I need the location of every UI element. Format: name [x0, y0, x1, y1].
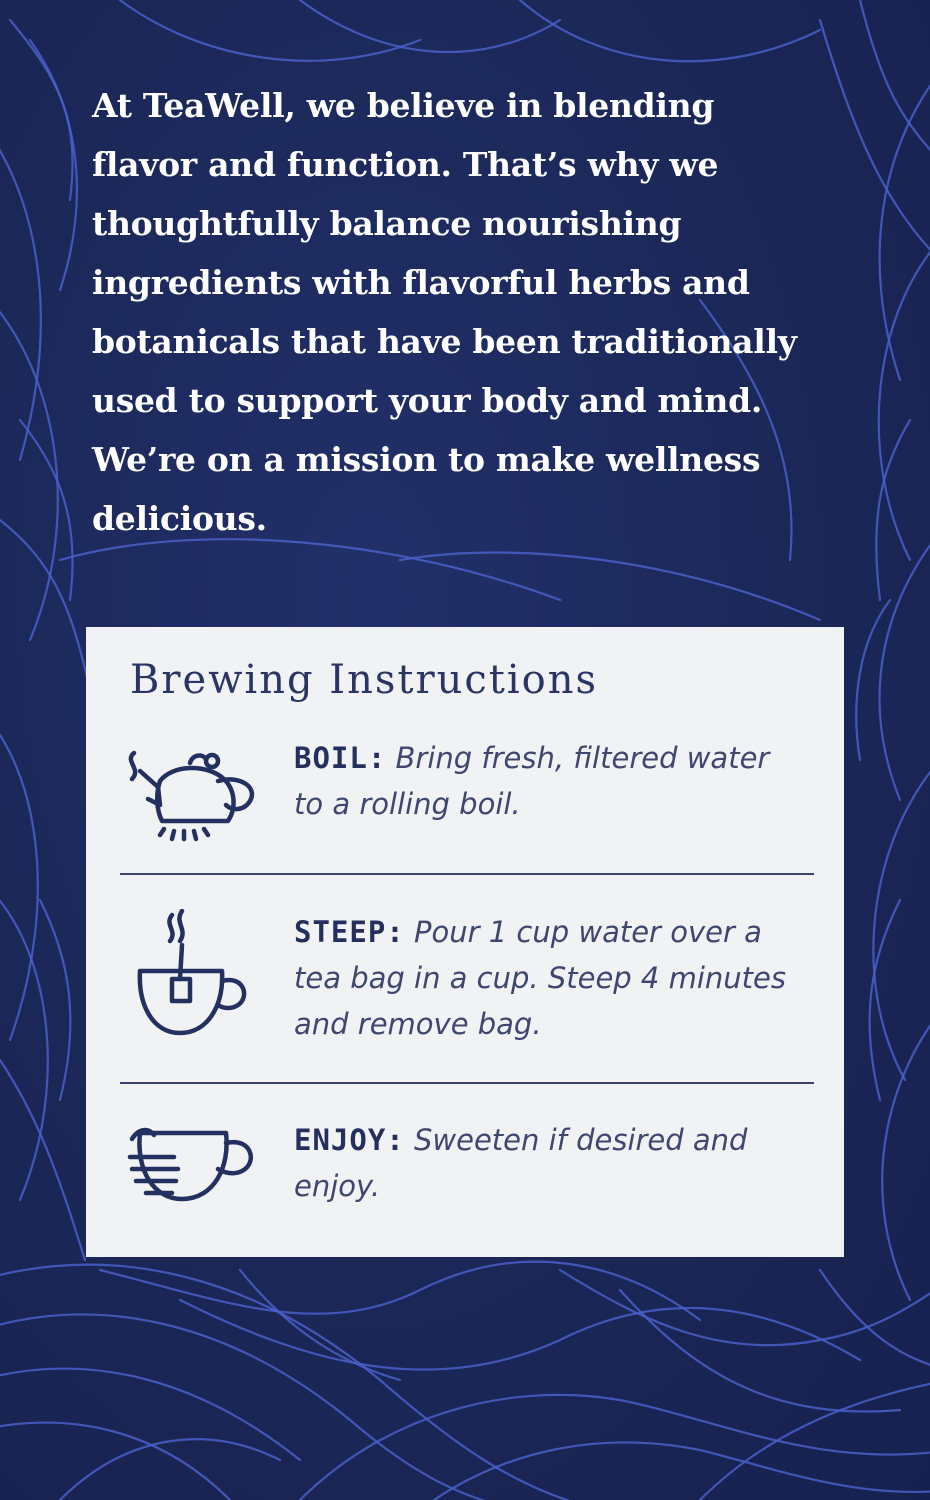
- step-steep: [120, 909, 814, 1079]
- step-divider: [120, 873, 814, 875]
- kettle-icon: [120, 735, 270, 855]
- step-steep-label: STEEP:: [294, 915, 405, 949]
- step-enjoy: [120, 1117, 814, 1237]
- brewing-instructions-title: Brewing Instructions: [130, 657, 598, 703]
- step-boil: [120, 735, 814, 865]
- hand-cup-icon: [120, 1117, 270, 1237]
- step-divider: [120, 1082, 814, 1084]
- step-steep-body: Pour 1 cup water over a tea bag in a cup. Steep 4 minutes and remove bag.: [294, 915, 786, 1041]
- step-steep-text: [294, 909, 794, 1047]
- step-boil-text: [294, 735, 794, 827]
- brewing-instructions-card: [86, 627, 844, 1257]
- tea-cup-icon: [120, 909, 270, 1059]
- step-enjoy-label: ENJOY:: [294, 1123, 405, 1157]
- step-enjoy-body: Sweeten if desired and enjoy.: [294, 1123, 748, 1203]
- step-enjoy-text: [294, 1117, 794, 1209]
- step-boil-label: BOIL:: [294, 741, 387, 775]
- brand-mission-text: At TeaWell, we believe in blending flavor and function. That’s why we thoughtfully balance nourishing ingredients with flavorful herbs and botanicals that have been traditionally used to support your body and mind. We’re on a mission to make wellness delicious.: [92, 86, 797, 538]
- step-boil-body: Bring fresh, filtered water to a rolling boil.: [294, 741, 770, 821]
